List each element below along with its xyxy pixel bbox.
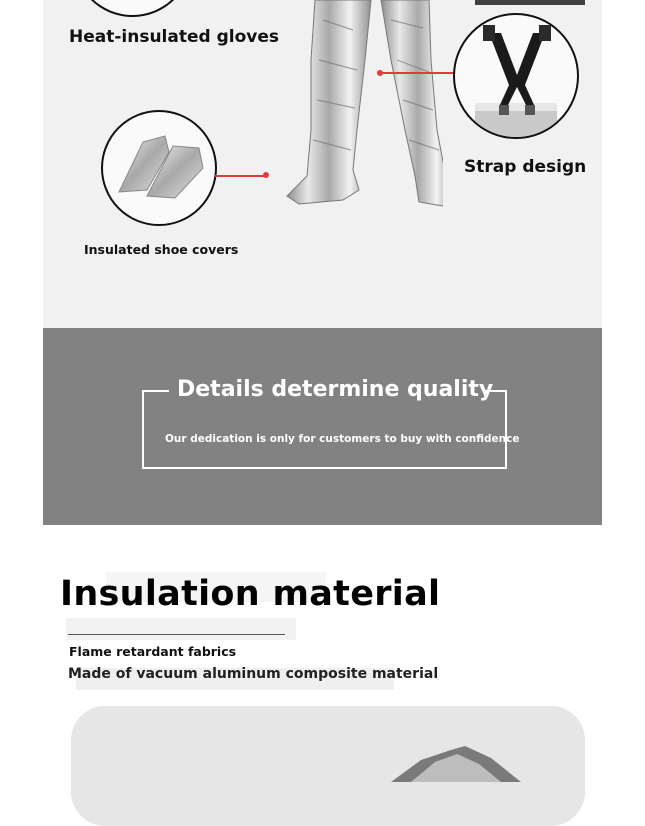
frame-left xyxy=(142,390,144,469)
product-feature-panel xyxy=(43,0,602,328)
shoe-cover-thumbnail xyxy=(101,110,217,226)
quality-title: Details determine quality xyxy=(177,377,494,402)
frame-bottom xyxy=(142,467,507,469)
suit-collar-preview xyxy=(391,742,521,782)
shoe-cover-icon xyxy=(103,112,215,224)
suspender-icon xyxy=(455,15,577,137)
strap-thumbnail xyxy=(453,13,579,139)
frame-right xyxy=(505,390,507,469)
cropped-heading-fragment xyxy=(475,0,585,8)
gloves-thumbnail xyxy=(73,0,192,17)
material-image-card xyxy=(71,706,585,826)
quality-banner xyxy=(43,328,602,525)
material-description: Made of vacuum aluminum composite material xyxy=(68,666,439,682)
material-subtitle: Flame retardant fabrics xyxy=(69,644,237,659)
gloves-label: Heat-insulated gloves xyxy=(69,27,280,47)
shoe-covers-label: Insulated shoe covers xyxy=(84,242,239,257)
material-title: Insulation material xyxy=(60,574,441,614)
strap-pointer-line xyxy=(381,72,455,74)
shoe-pointer-dot xyxy=(263,172,269,178)
shoe-pointer-line xyxy=(215,175,265,177)
quality-subtitle: Our dedication is only for customers to buy with confidence xyxy=(165,433,520,445)
title-underline xyxy=(68,634,285,635)
strap-label: Strap design xyxy=(464,157,587,177)
frame-top-left xyxy=(142,390,169,392)
